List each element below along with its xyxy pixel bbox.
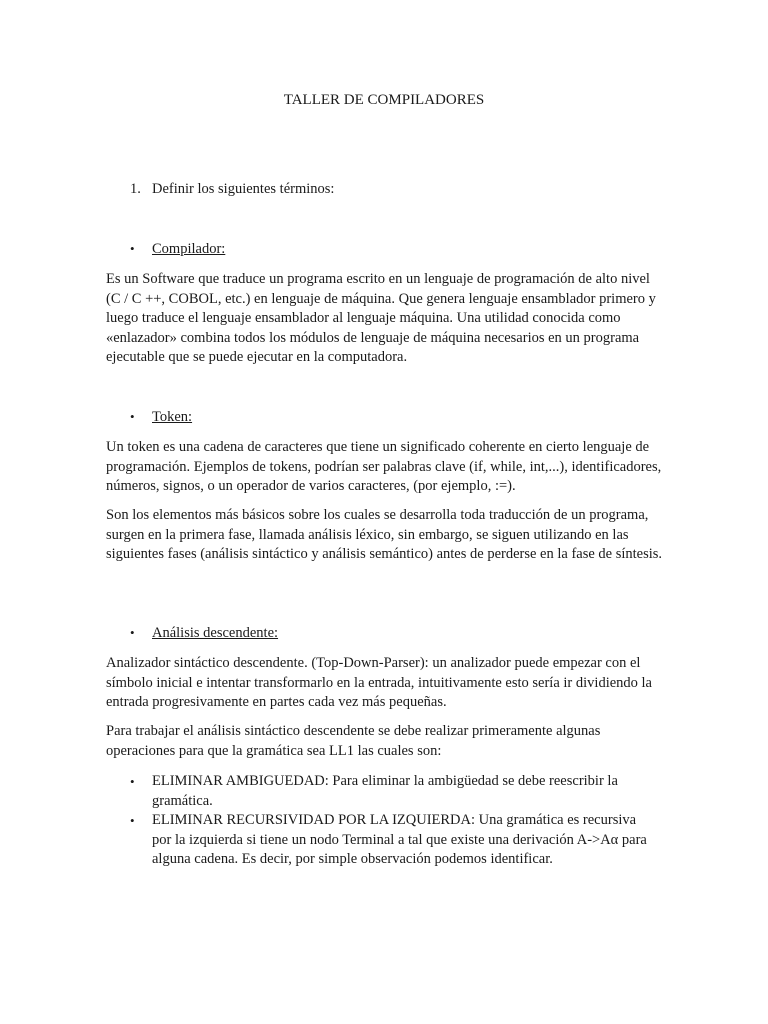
heading-label: Análisis descendente:: [152, 625, 279, 641]
item-text: Definir los siguientes términos:: [152, 181, 335, 197]
page-title: TALLER DE COMPILADORES: [283, 92, 485, 108]
paragraph-analisis-2: Para trabajar el análisis sintáctico descendente se debe realizar primeramente algunas operaciones para que la gramática sea LL1 las cuales son:: [106, 723, 601, 759]
bullet-icon: •: [130, 241, 135, 256]
list-item-text: ELIMINAR AMBIGUEDAD: Para eliminar la ambigüedad se debe reescribir la gramática.: [152, 773, 618, 809]
bullet-icon: •: [130, 774, 135, 789]
operations-list: [130, 772, 650, 870]
paragraph-token-2: Son los elementos más básicos sobre los cuales se desarrolla toda traducción de un programa, surgen en la primera fase, llamada análisis léxico, sin embargo, se siguen utilizando en las siguientes fases (análisis sintáctico y análisis semántico) antes de perderse en la fase de síntesis.: [106, 507, 663, 562]
paragraph-analisis-1: Analizador sintáctico descendente. (Top-Down-Parser): un analizador puede empezar con el símbolo inicial e intentar transformarlo en la entrada, intuitivamente esto sería ir dividiendo la entrada progresivamente en partes cada vez más pequeñas.: [106, 655, 652, 710]
bullet-icon: •: [130, 409, 135, 424]
heading-compilador: [130, 241, 225, 258]
numbered-item-1: [130, 181, 334, 198]
heading-label: Token:: [152, 409, 193, 425]
heading-token: [130, 409, 192, 426]
list-item: [130, 811, 650, 870]
paragraph-compilador: Es un Software que traduce un programa escrito en un lenguaje de programación de alto nivel (C / C ++, COBOL, etc.) en lenguaje de máquina. Que genera lenguaje ensamblador primero y luego traduce el lenguaje ensamblador al lenguaje máquina. Una utilidad conocida como «enlazador» combina todos los módulos de lenguaje de máquina necesarios en un programa ejecutable que se puede ejecutar en la computadora.: [106, 271, 656, 365]
bullet-icon: •: [130, 813, 135, 828]
list-item-text: ELIMINAR RECURSIVIDAD POR LA IZQUIERDA: Una gramática es recursiva por la izquierda si tiene un nodo Terminal a tal que existe una derivación A->Aα para alguna cadena. Es decir, por simple observación podemos identificar.: [152, 812, 647, 867]
item-number: 1.: [130, 181, 141, 197]
list-item: [130, 772, 650, 811]
bullet-icon: •: [130, 625, 135, 640]
heading-analisis-descendente: [130, 625, 278, 642]
paragraph-token-1: Un token es una cadena de caracteres que tiene un significado coherente en cierto lenguaje de programación. Ejemplos de tokens, podrían ser palabras clave (if, while, int,...), identificadores, números, signos, o un operador de varios caracteres, (por ejemplo, :=).: [106, 439, 662, 494]
heading-label: Compilador:: [152, 241, 226, 257]
